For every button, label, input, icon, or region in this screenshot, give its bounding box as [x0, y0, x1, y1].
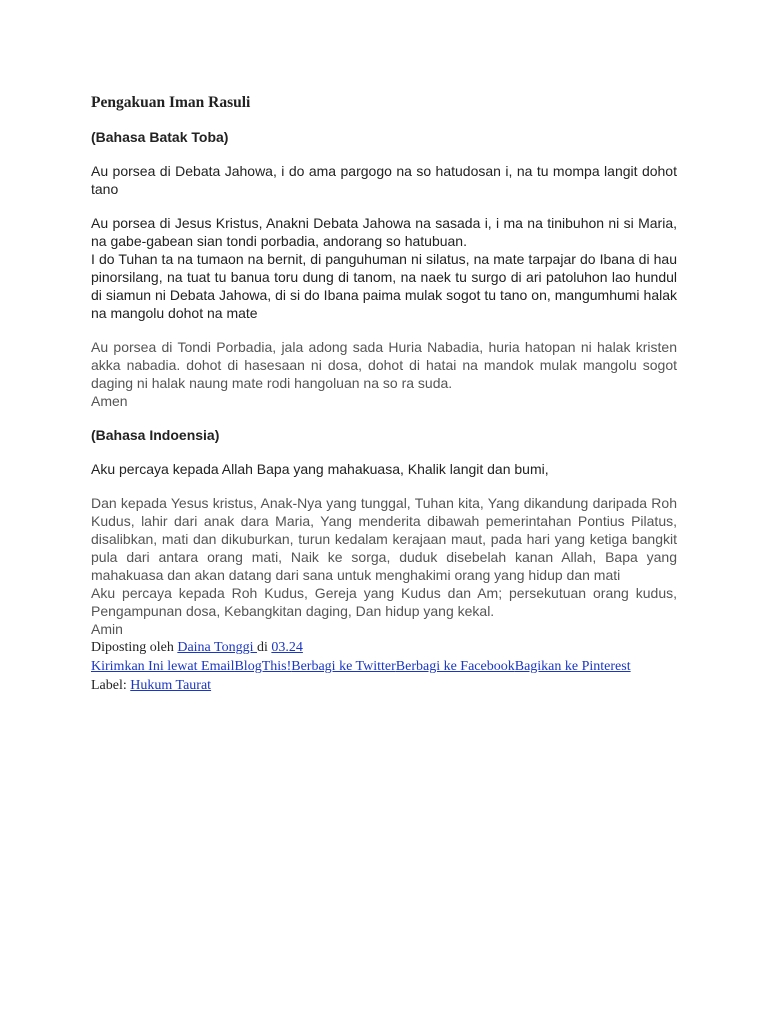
- label-prefix: Label:: [91, 678, 131, 693]
- post-footer-byline: [91, 638, 677, 657]
- indonesia-paragraph-1: Aku percaya kepada Allah Bapa yang mahakuasa, Khalik langit dan bumi,: [91, 461, 549, 477]
- post-labels: [91, 676, 677, 695]
- indonesia-paragraph-3: Aku percaya kepada Roh Kudus, Gereja yang Kudus dan Am; persekutuan orang kudus, Pengampunan dosa, Kebangkitan daging, Dan hidup yang kekal.: [91, 585, 677, 619]
- spacer: [91, 410, 677, 426]
- batak-paragraph-4: Au porsea di Tondi Porbadia, jala adong sada Huria Nabadia, huria hatopan ni halak kristen akka nabadia. dohot di hasesaan ni dosa, dohot di hatai na mandok mulak mangolu sogot daging ni halak naung mate rodi hangoluan na so ra suda.: [91, 339, 677, 391]
- at-label: di: [256, 640, 272, 655]
- batak-paragraph-2: Au porsea di Jesus Kristus, Anakni Debata Jahowa na sasada i, i ma na tinibuhon ni si Maria, na gabe-gabean sian tondi porbadia, andorang so hatubuan.: [91, 215, 677, 249]
- batak-heading: (Bahasa Batak Toba): [91, 129, 229, 145]
- spacer: [91, 198, 677, 214]
- spacer: [91, 478, 677, 494]
- share-email-link[interactable]: Kirimkan Ini lewat Email: [91, 659, 235, 674]
- batak-amen: Amen: [91, 393, 128, 409]
- indonesia-amin: Amin: [91, 621, 123, 637]
- page-title: Pengakuan Iman Rasuli: [91, 94, 251, 111]
- posted-by-label: Diposting oleh: [91, 640, 178, 655]
- batak-paragraph-3: I do Tuhan ta na tumaon na bernit, di panguhuman ni silatus, na mate tarpajar do Ibana di hau pinorsilang, na tuat tu banua toru dung di tanom, na naek tu surgo di ari patoluhon lao hundul di siamun ni Debata Jahowa, di si do Ibana paima mulak sogot tu tano on, mangumhumi halak na mangolu dohot na mate: [91, 251, 677, 321]
- document-page: [91, 92, 677, 695]
- timestamp-link[interactable]: 03.24: [271, 640, 303, 655]
- batak-paragraph-1: Au porsea di Debata Jahowa, i do ama pargogo na so hatudosan i, na tu mompa langit dohot tano: [91, 163, 677, 197]
- share-facebook-link[interactable]: Berbagi ke Facebook: [395, 659, 515, 674]
- author-link[interactable]: Daina Tonggi: [177, 640, 257, 655]
- share-blogthis-link[interactable]: BlogThis!: [234, 659, 292, 674]
- indonesia-heading: (Bahasa Indoensia): [91, 427, 220, 443]
- share-pinterest-link[interactable]: Bagikan ke Pinterest: [514, 659, 631, 674]
- label-link-hukum-taurat[interactable]: Hukum Taurat: [130, 678, 212, 693]
- share-links: [91, 657, 677, 676]
- indonesia-paragraph-2: Dan kepada Yesus kristus, Anak-Nya yang tunggal, Tuhan kita, Yang dikandung daripada Roh Kudus, lahir dari anak dara Maria, Yang menderita dibawah pemerintahan Pontius Pilatus, disalibkan, mati dan dikuburkan, turun kedalam kerajaan maut, pada hari yang ketiga bangkit pula dari antara orang mati, Naik ke sorga, duduk disebelah kanan Allah, Bapa yang mahakuasa dan akan datang dari sana untuk menghakimi orang yang hidup dan mati: [91, 495, 677, 583]
- spacer: [91, 322, 677, 338]
- share-twitter-link[interactable]: Berbagi ke Twitter: [291, 659, 396, 674]
